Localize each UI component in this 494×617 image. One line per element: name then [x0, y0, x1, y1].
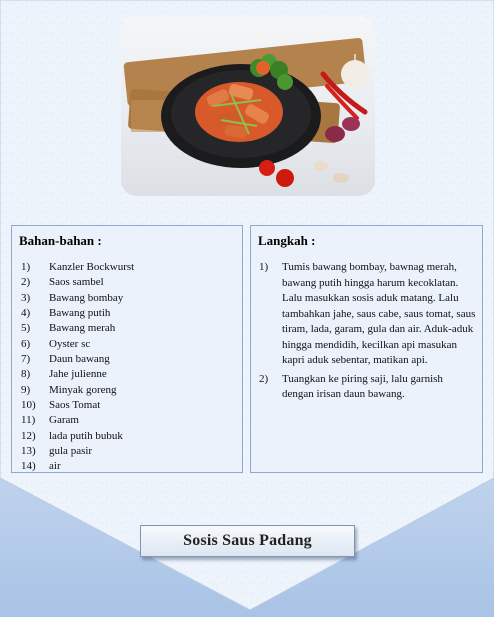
list-item: 13) gula pasir [21, 445, 93, 458]
list-item: 4) Bawang putih [21, 307, 111, 320]
list-item: 10) Saos Tomat [21, 399, 101, 412]
ingredients-panel [11, 225, 243, 473]
steps-list [259, 260, 477, 406]
list-item: 1) Tumis bawang bombay, bawnag merah, bawang putih hingga harum kecoklatan. Lalu masukkan sosis aduk matang. Lalu tambahkan jahe, saus cabe, saus tomat, saus tiram, lada, garam, gula dan air. Aduk-aduk hingga mendidih, kecilkan api masukan kapri aduk sebentar, matikan api. [259, 261, 476, 366]
list-item: 2) Tuangkan ke piring saji, lalu garnish dengan irisan daun bawang. [259, 372, 443, 400]
list-item: 11) Garam [21, 414, 79, 427]
list-item: 7) Daun bawang [21, 353, 110, 366]
food-photo [121, 16, 375, 196]
steps-panel [250, 225, 483, 473]
list-item: 12) lada putih bubuk [21, 429, 123, 442]
ingredients-heading: Bahan-bahan : [19, 233, 102, 248]
list-item: 14) air [21, 460, 61, 473]
steps-heading: Langkah : [258, 233, 316, 248]
ingredients-list [21, 260, 134, 475]
list-item: 5) Bawang merah [21, 322, 116, 335]
list-item: 9) Minyak goreng [21, 383, 117, 396]
list-item: 3) Bawang bombay [21, 291, 124, 304]
list-item: 1) Kanzler Bockwurst [21, 261, 135, 273]
list-item: 6) Oyster sc [21, 337, 91, 350]
list-item: 8) Jahe julienne [21, 368, 107, 381]
recipe-title: Sosis Saus Padang [140, 525, 355, 557]
list-item: 2) Saos sambel [21, 276, 104, 289]
